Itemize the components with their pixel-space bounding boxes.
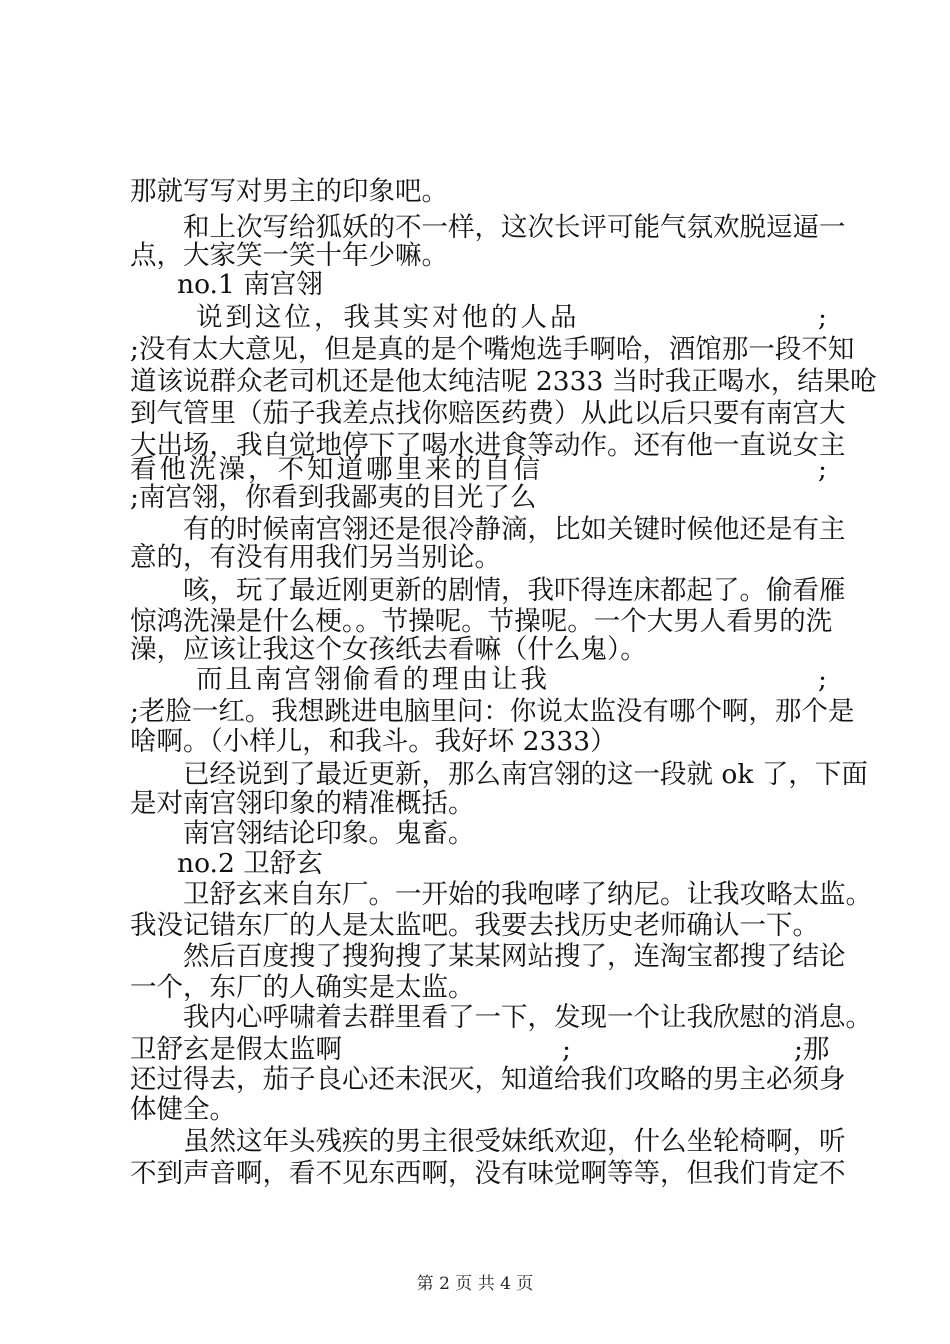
text-line: 到气管里（茄子我差点找你赔医药费）从此以后只要有南宫大 (130, 398, 846, 429)
text-fragment: ; (818, 302, 827, 333)
text-line: ;没有太大意见，但是真的是个嘴炮选手啊哈，酒馆那一段不知 (130, 334, 855, 365)
text-line: 体健全。 (130, 1094, 236, 1125)
text-line: 虽然这年头残疾的男主很受妹纸欢迎，什么坐轮椅啊，听 (183, 1126, 846, 1157)
text-line: 说到这位，我其实对他的人品 (196, 302, 580, 333)
text-line: 不到声音啊，看不见东西啊，没有味觉啊等等，但我们肯定不 (130, 1158, 846, 1189)
text-line: 卫舒玄是假太监啊 (130, 1034, 342, 1065)
text-line: 而且南宫翎偷看的理由让我 (196, 664, 550, 695)
text-line: 还过得去，茄子良心还未泯灭，知道给我们攻略的男主必须身 (130, 1064, 846, 1095)
text-line: 我没记错东厂的人是太监吧。我要去找历史老师确认一下。 (130, 910, 819, 941)
text-line: 惊鸿洗澡是什么梗。。节操呢。节操呢。一个大男人看男的洗 (130, 606, 833, 637)
text-line: 卫舒玄来自东厂。一开始的我咆哮了纳尼。让我攻略太监。 (183, 879, 872, 910)
text-line: 看他洗澡，不知道哪里来的自信 (130, 454, 543, 485)
section-heading: no.2 卫舒玄 (177, 848, 323, 879)
text-line: 南宫翎结论印象。鬼畜。 (183, 818, 475, 849)
text-line: 澡，应该让我这个女孩纸去看嘛（什么鬼）。 (130, 634, 647, 665)
text-line: 道该说群众老司机还是他太纯洁呢 2333 当时我正喝水，结果呛 (130, 366, 877, 397)
text-line: 有的时候南宫翎还是很冷静滴，比如关键时候他还是有主 (183, 514, 846, 545)
text-line: 点，大家笑一笑十年少嘛。 (130, 240, 448, 271)
text-line: ;老脸一红。我想跳进电脑里问：你说太监没有哪个啊，那个是 (130, 696, 855, 727)
text-line: 一个，东厂的人确实是太监。 (130, 972, 475, 1003)
text-line: 那就写写对男主的印象吧。 (130, 176, 448, 207)
text-fragment: ; (818, 664, 827, 695)
text-fragment: ;那 (794, 1034, 830, 1065)
text-line: 已经说到了最近更新，那么南宫翎的这一段就 ok 了，下面 (183, 759, 868, 790)
text-line: 是对南宫翎印象的精准概括。 (130, 788, 475, 819)
text-line: 和上次写给狐妖的不一样，这次长评可能气氛欢脱逗逼一 (183, 212, 846, 243)
text-fragment: ; (562, 1034, 571, 1065)
text-line: 大出场，我自觉地停下了喝水进食等动作。还有他一直说女主 (130, 430, 846, 461)
text-line: ;南宫翎，你看到我鄙夷的目光了么 (130, 482, 537, 513)
text-line: 啥啊。（小样儿，和我斗。我好坏 2333） (130, 726, 617, 757)
text-line: 然后百度搜了搜狗搜了某某网站搜了，连淘宝都搜了结论 (183, 941, 846, 972)
text-fragment: ; (818, 454, 827, 485)
page-number-footer: 第 2 页 共 4 页 (416, 1274, 534, 1294)
section-heading: no.1 南宫翎 (177, 269, 323, 300)
text-line: 意的，有没有用我们另当别论。 (130, 542, 501, 573)
text-line: 我内心呼啸着去群里看了一下，发现一个让我欣慰的消息。 (183, 1002, 872, 1033)
text-line: 咳，玩了最近刚更新的剧情，我吓得连床都起了。偷看雁 (183, 575, 846, 606)
